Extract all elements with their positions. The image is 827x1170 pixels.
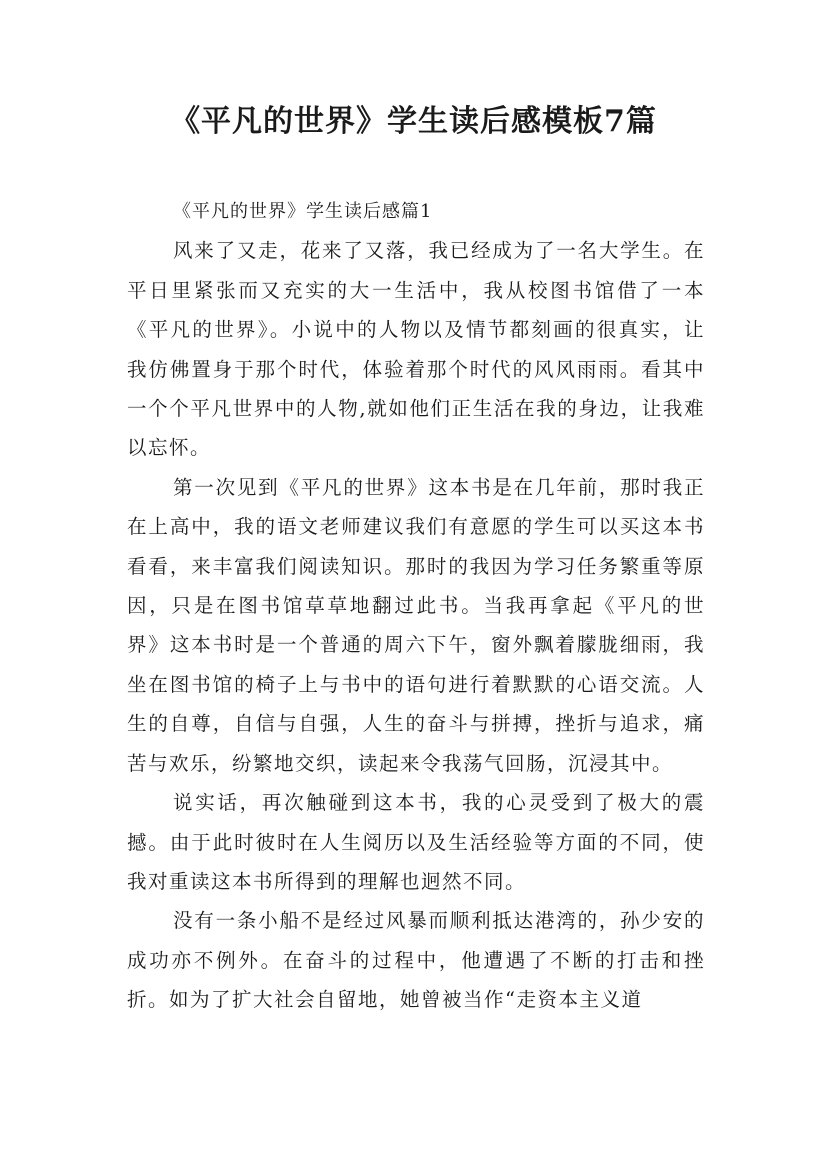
document-body xyxy=(127,192,705,1020)
section-heading: 《平凡的世界》学生读后感篇1 xyxy=(173,201,433,222)
paragraph: 风来了又走，花来了又落，我已经成为了一名大学生。在平日里紧张而又充实的大一生活中，我从校图书馆借了一本《平凡的世界》。小说中的人物以及情节都刻画的很真实，让我仿佛置身于那个时代，体验着那个时代的风风雨雨。看其中一个个平凡世界中的人物,就如他们正生活在我的身边，让我难以忘怀。 xyxy=(127,239,705,460)
paragraph: 没有一条小船不是经过风暴而顺利抵达港湾的，孙少安的成功亦不例外。在奋斗的过程中，他遭遇了不断的打击和挫折。如为了扩大社会自留地，她曾被当作“走资本主义道 xyxy=(127,909,705,1012)
paragraph: 说实话，再次触碰到这本书，我的心灵受到了极大的震撼。由于此时彼时在人生阅历以及生活经验等方面的不同，使我对重读这本书所得到的理解也迥然不同。 xyxy=(127,791,705,893)
document-title: 《平凡的世界》学生读后感模板7篇 xyxy=(170,104,657,139)
paragraph: 第一次见到《平凡的世界》这本书是在几年前，那时我正在上高中，我的语文老师建议我们有意愿的学生可以买这本书看看，来丰富我们阅读知识。那时的我因为学习任务繁重等原因，只是在图书馆草草地翻过此书。当我再拿起《平凡的世界》这本书时是一个普通的周六下午，窗外飘着朦胧细雨，我坐在图书馆的椅子上与书中的语句进行着默默的心语交流。人生的自尊，自信与自强，人生的奋斗与拼搏，挫折与追求，痛苦与欢乐，纷繁地交织，读起来令我荡气回肠，沉浸其中。 xyxy=(127,475,705,775)
